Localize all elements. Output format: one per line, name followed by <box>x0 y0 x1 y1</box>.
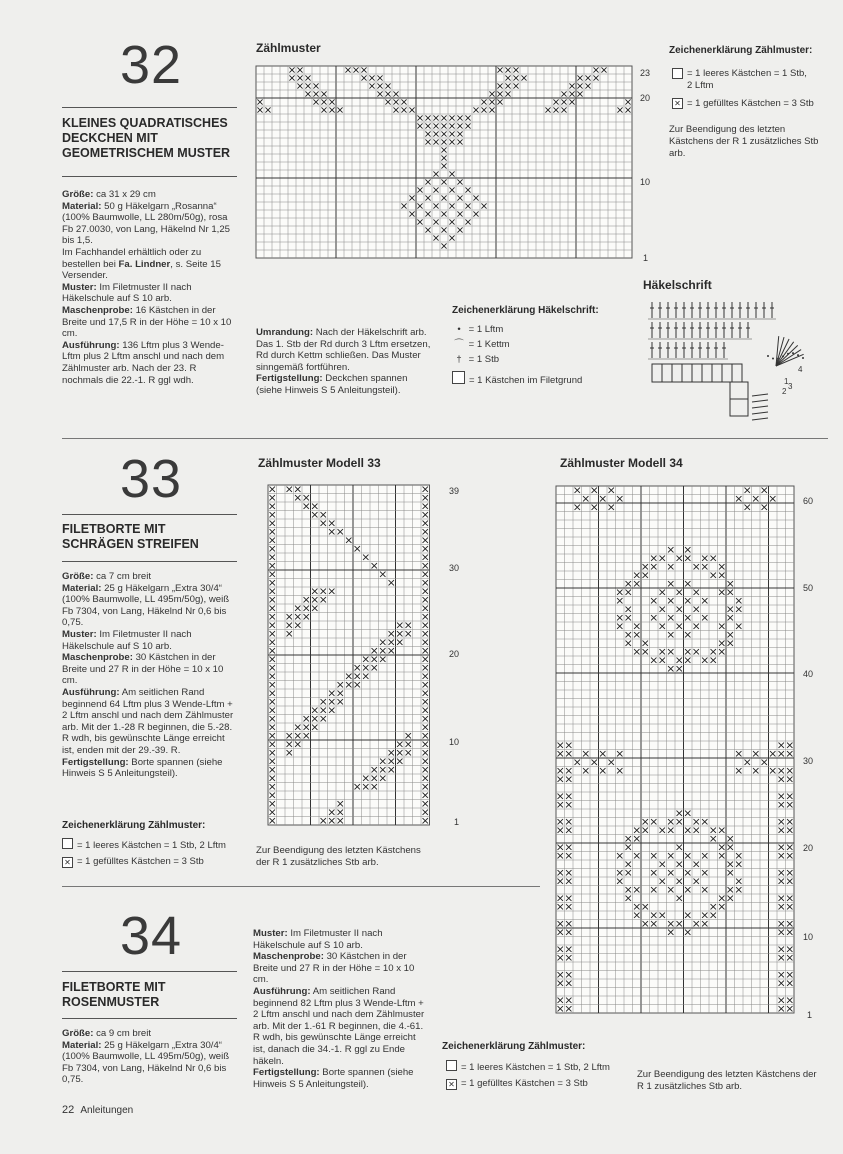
label: Material: <box>62 582 102 594</box>
crochet-symbols <box>648 302 804 420</box>
row-label: 20 <box>449 649 460 659</box>
title-line: FILETBORTE MIT <box>62 522 166 536</box>
label: Größe: <box>62 1028 94 1039</box>
label: Ausführung: <box>253 985 311 997</box>
legend-text: = 1 Kettm <box>468 339 510 350</box>
text: ca 31 x 29 cm <box>93 189 156 200</box>
text: Nach der Häkelschrift arb. Das 1. Stb der Rd durch 3 Lftm ersetzen, Rd durch Kettm schließen. Das Muster sinngemäß fortführen. <box>256 327 431 373</box>
text: Im Filetmuster II nach Häkelschule auf S 10 arb. <box>62 628 192 652</box>
crochet-chart-title: Häkelschrift <box>643 278 712 292</box>
label: Größe: <box>62 571 94 582</box>
label: Muster: <box>253 928 288 939</box>
grid-lines <box>256 66 632 258</box>
legend-title-34: Zeichenerklärung Zählmuster: <box>442 1041 586 1052</box>
label: Muster: <box>62 281 97 293</box>
text: Borte spannen (siehe Hinweis S 5 Anleitungsteil). <box>62 756 223 780</box>
instructions-33 <box>62 571 237 780</box>
instructions-34 <box>62 1028 237 1086</box>
text: 30 Kästchen in der Breite und 27 R in der Höhe = 10 x 10 cm. <box>62 652 224 687</box>
label: Maschenprobe: <box>253 951 324 963</box>
empty-box-icon <box>446 1060 457 1071</box>
pattern-number-33: 33 <box>120 449 183 509</box>
text: Im Filetmuster II nach Häkelschule auf S 10 arb. <box>62 281 192 305</box>
text: 16 Kästchen in der Breite und 17,5 R in der Höhe = 10 x 10 cm. <box>62 304 232 340</box>
legend-text: = 1 gefülltes Kästchen = 3 Stb <box>461 1078 588 1089</box>
legend-row <box>672 98 822 110</box>
text: , s. Seite 15 Versender. <box>62 258 221 282</box>
closing-note-32: Zur Beendigung des letzten Kästchens der R 1 zusätzliches Stb arb. <box>669 124 819 159</box>
legend-32 <box>672 68 822 110</box>
label: Maschenprobe: <box>62 652 133 664</box>
text: 50 g Häkelgarn „Rosanna“ (100% Baumwolle, LL 280m/50g), rosa Fb 27.0030, von Lang, Häkelnd Nr 1,25 bis 1,5. <box>62 200 231 247</box>
chain-icon: • <box>457 324 461 335</box>
edge-instructions-32 <box>256 327 431 397</box>
label: Material: <box>62 200 102 212</box>
section-rule <box>62 176 237 177</box>
legend-row <box>452 324 582 336</box>
section-rule <box>62 1018 237 1019</box>
pattern-title-33 <box>62 522 242 552</box>
title-line: KLEINES QUADRATISCHES <box>62 116 228 130</box>
divider <box>62 438 828 439</box>
row-label: 20 <box>803 843 814 853</box>
row-label: 1 <box>454 817 460 827</box>
legend-row <box>446 1060 610 1074</box>
section-rule <box>62 514 237 515</box>
label: Muster: <box>62 628 97 640</box>
empty-box-icon <box>672 68 683 79</box>
footer-label: Anleitungen <box>80 1105 134 1116</box>
pattern-number-34: 34 <box>120 906 183 966</box>
filled-box-icon: ✕ <box>446 1079 457 1090</box>
slip-stitch-icon: ⌒ <box>454 339 464 350</box>
legend-text: = 1 leeres Kästchen = 1 Stb, 2 Lftm <box>461 1062 610 1073</box>
legend-title-33: Zeichenerklärung Zählmuster: <box>62 820 206 831</box>
filled-box-icon: ✕ <box>62 857 73 868</box>
diagram-mark: 1 <box>784 377 789 386</box>
instructions-32 <box>62 189 237 386</box>
filled-box-icon: ✕ <box>672 98 683 109</box>
label: Ausführung: <box>62 339 120 351</box>
row-label: 30 <box>803 756 814 766</box>
diagram-mark: 4 <box>798 365 803 374</box>
legend-text: = 1 leeres Kästchen = 1 Stb, 2 Lftm <box>687 68 807 91</box>
title-line: FILETBORTE MIT <box>62 980 166 994</box>
filet-chart-34 <box>556 486 794 1012</box>
grid-lines <box>556 486 794 1013</box>
text: ca 9 cm breit <box>93 1028 152 1039</box>
row-label: 1 <box>807 1010 813 1020</box>
legend-text: = 1 Stb <box>468 354 500 365</box>
legend-row <box>446 1078 610 1090</box>
legend-text: = 1 Kästchen im Filetgrund <box>469 375 583 386</box>
text: Am seitlichen Rand beginnend 82 Lftm plus 3 Wende-Lftm + 2 Lftm anschl und nach dem Zählmuster arb. Mit der 1.-61 R beginnen, die 4.-61. R wdh, bis gewünschte Länge erreicht ist, danach die 34.-1. R ggl zu Ende häkeln. <box>253 985 425 1067</box>
legend-34 <box>446 1060 610 1090</box>
title-line: DECKCHEN MIT <box>62 131 158 145</box>
label: Fa. Lindner <box>118 258 171 270</box>
label: Fertigstellung: <box>62 756 129 768</box>
filet-chart-32 <box>256 66 632 260</box>
empty-box-icon <box>62 838 73 849</box>
footer <box>62 1104 133 1116</box>
row-label: 20 <box>640 93 651 103</box>
legend-text: = 1 gefülltes Kästchen = 3 Stb <box>77 856 204 867</box>
row-label: 10 <box>640 177 651 187</box>
label: Ausführung: <box>62 686 120 698</box>
legend-row <box>452 339 582 351</box>
legend-33 <box>62 838 226 868</box>
row-label: 10 <box>803 932 814 942</box>
text: Deckchen spannen (siehe Hinweis S 5 Anleitungsteil). <box>256 373 408 396</box>
diagram-mark: 2 <box>782 387 787 396</box>
section-rule <box>62 107 237 108</box>
text: 136 Lftm plus 3 Wende-Lftm plus 2 Lftm anschl und nach dem Zählmuster arb. Nach der 23. R nochmals die 22.-1. R ggl wdh. <box>62 339 225 386</box>
section-rule <box>62 971 237 972</box>
text: 30 Kästchen in der Breite und 27 R in der Höhe = 10 x 10 cm. <box>253 951 415 986</box>
text: Im Fachhandel erhältlich oder zu bestellen bei <box>62 246 202 270</box>
legend-text: = 1 gefülltes Kästchen = 3 Stb <box>687 98 814 109</box>
row-label: 50 <box>803 583 814 593</box>
legend-row <box>672 68 822 92</box>
label: Maschenprobe: <box>62 304 133 316</box>
pattern-title-34 <box>62 980 242 1010</box>
text: 25 g Häkelgarn „Extra 30/4“ (100% Baumwolle, LL 495m/50g), weiß Fb 7304, von Lang, Häkelnd Nr 0,6 bis 0,75. <box>62 582 230 629</box>
label: Material: <box>62 1039 102 1051</box>
crochet-diagram <box>648 296 818 436</box>
row-label: 23 <box>640 68 651 78</box>
chart-title-33: Zählmuster Modell 33 <box>258 456 381 470</box>
diagram-mark: 3 <box>788 382 793 391</box>
legend-text: = 1 leeres Kästchen = 1 Stb, 2 Lftm <box>77 840 226 851</box>
double-crochet-icon: † <box>456 354 462 365</box>
instructions-34-cont <box>253 928 425 1090</box>
mesh-box-icon <box>452 371 465 384</box>
row-label: 10 <box>449 737 460 747</box>
legend-text: = 1 Lftm <box>468 324 504 335</box>
row-label: 30 <box>449 563 460 573</box>
row-label: 60 <box>803 496 814 506</box>
divider <box>62 886 540 887</box>
label: Umrandung: <box>256 327 314 338</box>
title-line: ROSENMUSTER <box>62 995 160 1009</box>
pattern-title-32 <box>62 116 242 161</box>
grid-lines <box>268 485 430 825</box>
text: ca 7 cm breit <box>93 571 152 582</box>
page-number: 22 <box>62 1104 75 1116</box>
pattern-number-32: 32 <box>120 35 183 95</box>
row-label: 39 <box>449 486 460 496</box>
text: 25 g Häkelgarn „Extra 30/4“ (100% Baumwolle, LL 495m/50g), weiß Fb 7304, von Lang, Häkelnd Nr 0,6 bis 0,75. <box>62 1039 230 1086</box>
chart-title-34: Zählmuster Modell 34 <box>560 456 683 470</box>
text: Borte spannen (siehe Hinweis S 5 Anleitungsteil). <box>253 1067 414 1090</box>
filet-chart-33 <box>268 485 424 827</box>
legend-row <box>62 856 226 868</box>
label: Fertigstellung: <box>253 1067 320 1079</box>
closing-note-34: Zur Beendigung des letzten Kästchens der R 1 zusätzliches Stb arb. <box>637 1069 817 1092</box>
legend-row <box>62 838 226 852</box>
title-line: GEOMETRISCHEM MUSTER <box>62 146 231 160</box>
crochet-legend <box>452 324 582 387</box>
section-rule <box>62 561 237 562</box>
label: Größe: <box>62 189 94 200</box>
closing-note-33: Zur Beendigung des letzten Kästchens der R 1 zusätzliches Stb arb. <box>256 845 421 868</box>
legend-row <box>452 371 582 387</box>
crochet-legend-title: Zeichenerklärung Häkelschrift: <box>452 305 599 316</box>
title-line: SCHRÄGEN STREIFEN <box>62 537 199 551</box>
row-label: 40 <box>803 669 814 679</box>
label: Fertigstellung: <box>256 373 323 385</box>
chart-title-32: Zählmuster <box>256 41 321 55</box>
row-label: 1 <box>643 253 649 263</box>
legend-title-32: Zeichenerklärung Zählmuster: <box>669 45 813 56</box>
text: Im Filetmuster II nach Häkelschule auf S 10 arb. <box>253 928 383 951</box>
legend-row <box>452 354 582 366</box>
text: Am seitlichen Rand beginnend 64 Lftm plus 3 Wende-Lftm + 2 Lftm anschl und nach dem Zählmuster arb. Mit der 1.-28 R beginnen, die 5.-28. R wdh, bis gewünschte Länge erreicht ist, enden mit der 29.-39. R. <box>62 686 234 756</box>
